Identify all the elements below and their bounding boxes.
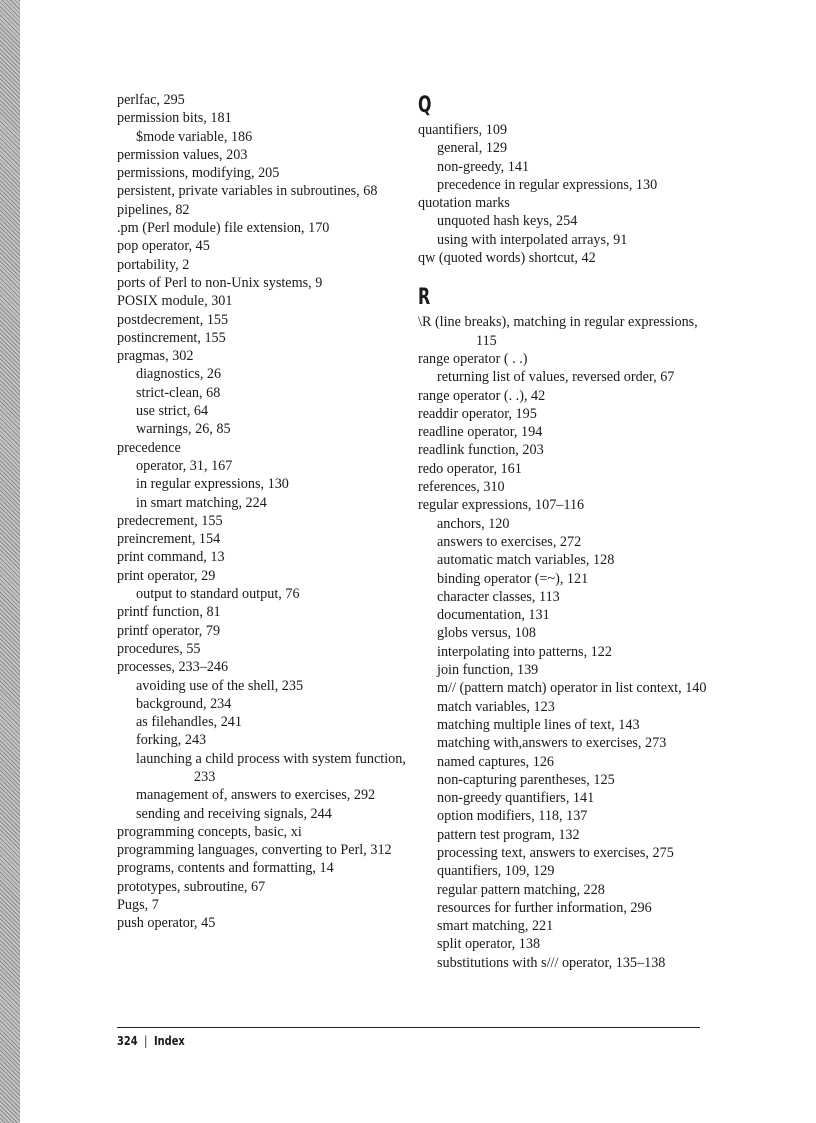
index-subentry: operator, 31, 167 <box>136 457 233 474</box>
index-entry: permission values, 203 <box>117 146 248 163</box>
index-subentry: non-greedy, 141 <box>437 158 530 175</box>
index-entry: postincrement, 155 <box>117 329 226 346</box>
index-entry: readdir operator, 195 <box>418 405 537 422</box>
footer-rule <box>117 1027 700 1028</box>
index-entry: range operator ( . .) <box>418 350 528 367</box>
index-entry: programs, contents and formatting, 14 <box>117 860 334 877</box>
index-subentry: regular pattern matching, 228 <box>437 881 605 898</box>
index-subentry: matching with,answers to exercises, 273 <box>437 735 667 752</box>
index-subentry: answers to exercises, 272 <box>437 533 582 550</box>
index-entry: ports of Perl to non-Unix systems, 9 <box>117 274 323 291</box>
index-entry: \R (line breaks), matching in regular expressions, 115 <box>418 314 698 349</box>
index-entry: printf function, 81 <box>117 604 221 621</box>
index-subentry: in smart matching, 224 <box>136 494 267 511</box>
index-entry: perlfac, 295 <box>117 92 185 108</box>
index-subentry: background, 234 <box>136 695 232 712</box>
index-subentry: use strict, 64 <box>136 403 209 420</box>
index-subentry: warnings, 26, 85 <box>136 421 231 438</box>
index-entry: readline operator, 194 <box>418 424 543 441</box>
index-column-right <box>418 91 718 972</box>
index-entry: permission bits, 181 <box>117 110 232 127</box>
index-subentry: globs versus, 108 <box>437 625 536 642</box>
index-subentry: using with interpolated arrays, 91 <box>437 231 628 248</box>
index-subentry: management of, answers to exercises, 292 <box>136 787 376 804</box>
index-subentry: named captures, 126 <box>437 753 555 770</box>
index-entry: quantifiers, 109 <box>418 122 508 138</box>
index-subentry: substitutions with s/// operator, 135–138 <box>437 954 666 971</box>
index-subentry: anchors, 120 <box>437 515 510 532</box>
index-entry: preincrement, 154 <box>117 531 221 548</box>
index-entry: qw (quoted words) shortcut, 42 <box>418 250 596 267</box>
index-subentry: split operator, 138 <box>437 936 541 953</box>
index-subentry: quantifiers, 109, 129 <box>437 863 555 880</box>
index-entry: push operator, 45 <box>117 915 216 932</box>
index-entry: quotation marks <box>418 195 510 212</box>
index-subentry: character classes, 113 <box>437 588 560 605</box>
page-number: 324 <box>117 1034 138 1048</box>
index-subentry: processing text, answers to exercises, 275 <box>437 844 674 861</box>
index-entry: persistent, private variables in subroutines, 68 <box>117 183 378 200</box>
index-entry: postdecrement, 155 <box>117 311 229 328</box>
index-subentry: unquoted hash keys, 254 <box>437 213 578 230</box>
index-subentry: automatic match variables, 128 <box>437 552 615 569</box>
index-subentry: documentation, 131 <box>437 607 550 624</box>
index-entry: pipelines, 82 <box>117 201 190 218</box>
index-subentry: resources for further information, 296 <box>437 899 652 916</box>
index-subentry: option modifiers, 118, 137 <box>437 808 588 825</box>
index-entry: pragmas, 302 <box>117 348 194 365</box>
index-subentry: matching multiple lines of text, 143 <box>437 716 640 733</box>
index-subentry: in regular expressions, 130 <box>136 476 289 493</box>
index-subentry: launching a child process with system function, 233 <box>136 750 406 785</box>
index-subentry: interpolating into patterns, 122 <box>437 643 612 660</box>
section-letter-q: Q <box>418 93 432 118</box>
index-subentry: non-greedy quantifiers, 141 <box>437 790 595 807</box>
index-subentry: general, 129 <box>437 140 508 157</box>
index-entry: .pm (Perl module) file extension, 170 <box>117 220 330 237</box>
index-entry: print operator, 29 <box>117 567 216 584</box>
index-entry: prototypes, subroutine, 67 <box>117 878 266 895</box>
page-footer <box>117 1033 185 1049</box>
index-entry: portability, 2 <box>117 256 190 273</box>
index-subentry: precedence in regular expressions, 130 <box>437 176 658 193</box>
index-entry: range operator (. .), 42 <box>418 387 546 404</box>
section-q-entries <box>418 121 718 267</box>
index-subentry: m// (pattern match) operator in list context, 140 <box>437 680 707 697</box>
index-entry: programming languages, converting to Perl, 312 <box>117 842 392 859</box>
index-entry: pop operator, 45 <box>117 238 210 255</box>
index-entry: redo operator, 161 <box>418 460 522 477</box>
section-r-entries <box>418 313 718 972</box>
index-entry: processes, 233–246 <box>117 659 229 676</box>
index-subentry: match variables, 123 <box>437 698 555 715</box>
index-entry: precedence <box>117 439 181 456</box>
index-entry: Pugs, 7 <box>117 897 159 914</box>
index-entry: permissions, modifying, 205 <box>117 165 280 182</box>
index-column-left <box>117 91 407 933</box>
index-subentry: forking, 243 <box>136 732 207 749</box>
index-entry: printf operator, 79 <box>117 622 221 639</box>
index-subentry: join function, 139 <box>437 662 539 679</box>
index-entry: predecrement, 155 <box>117 512 223 529</box>
index-entry: POSIX module, 301 <box>117 293 233 310</box>
index-subentry: as filehandles, 241 <box>136 714 242 731</box>
index-subentry: avoiding use of the shell, 235 <box>136 677 304 694</box>
index-subentry: non-capturing parentheses, 125 <box>437 771 615 788</box>
index-entry: programming concepts, basic, xi <box>117 823 302 840</box>
index-entry: regular expressions, 107–116 <box>418 497 585 514</box>
index-subentry: pattern test program, 132 <box>437 826 580 843</box>
index-subentry: smart matching, 221 <box>437 918 554 935</box>
index-subentry: output to standard output, 76 <box>136 586 300 603</box>
footer-section-title: Index <box>153 1034 185 1048</box>
index-subentry: diagnostics, 26 <box>136 366 222 383</box>
footer-separator: | <box>144 1034 148 1048</box>
index-subentry: binding operator (=~), 121 <box>437 570 589 587</box>
index-entry: procedures, 55 <box>117 640 201 657</box>
index-subentry: returning list of values, reversed order, 67 <box>437 369 675 386</box>
page-edge-texture <box>0 0 20 1123</box>
index-subentry: sending and receiving signals, 244 <box>136 805 332 822</box>
index-subentry: strict-clean, 68 <box>136 384 221 401</box>
section-letter-r: R <box>418 285 431 311</box>
index-subentry: $mode variable, 186 <box>136 128 253 145</box>
index-entry: print command, 13 <box>117 549 225 566</box>
index-entry: readlink function, 203 <box>418 442 544 459</box>
index-entry: references, 310 <box>418 479 505 496</box>
